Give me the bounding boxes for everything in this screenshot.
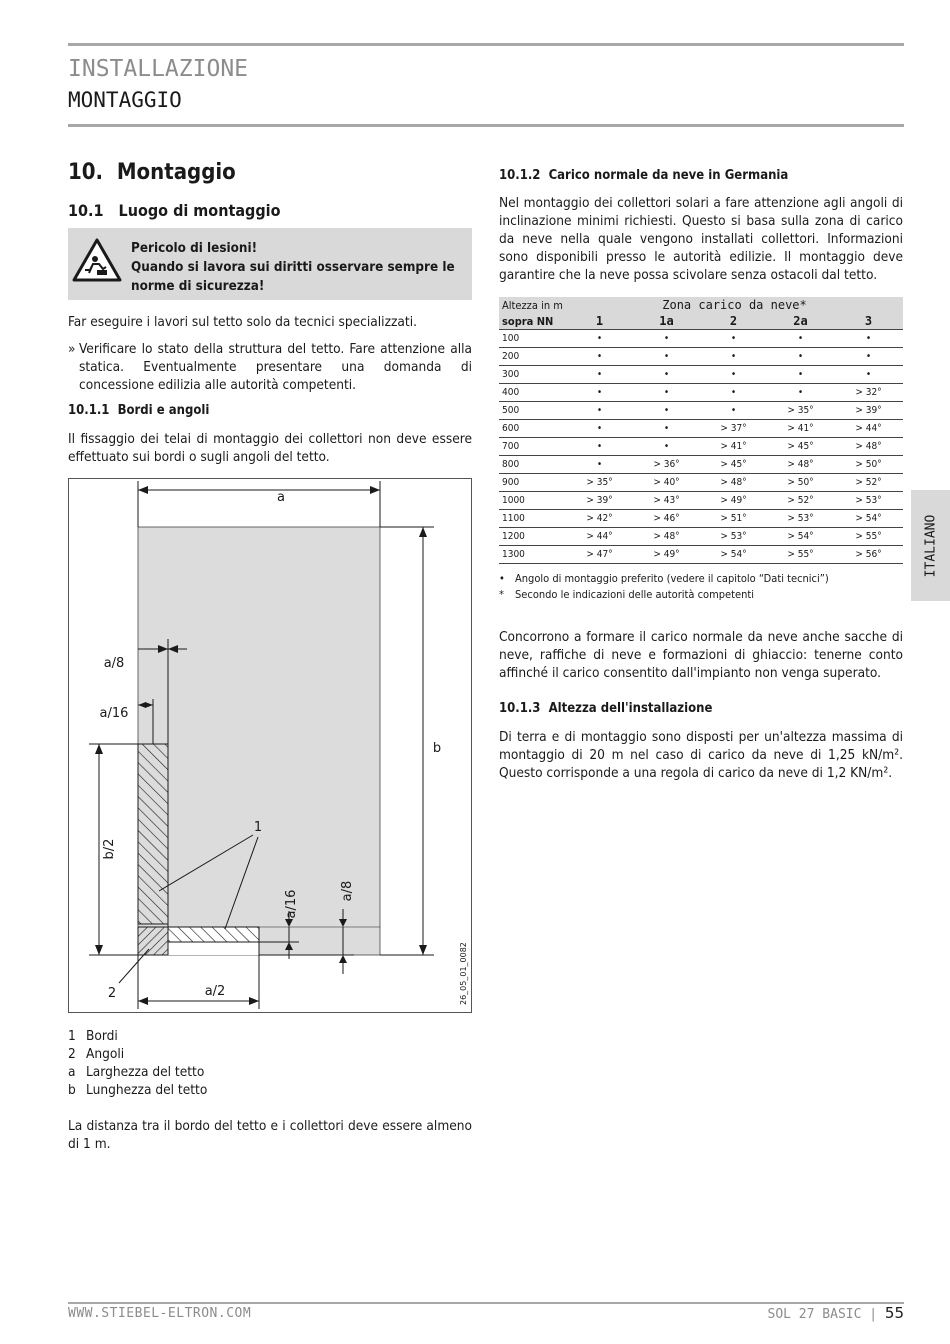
angle-cell: > 47° [566,546,633,564]
legend-item: 2 Angoli [68,1046,125,1062]
angle-cell: • [633,384,700,402]
table-row [499,474,903,492]
altitude-cell: 200 [499,348,566,366]
bullet-text: Verificare lo stato della struttura del tetto. Fare attenzione alla statica. Eventualmente presentare una domanda di concessione edilizia alle autorità competenti. [79,341,472,393]
dim-label-a8-vertical: a/8 [340,880,355,902]
angle-cell: • [834,366,903,384]
angle-cell: • [834,330,903,348]
table-notes [499,571,903,603]
angle-cell: > 35° [767,402,834,420]
angle-cell: > 37° [700,420,767,438]
altitude-cell: 400 [499,384,566,402]
table-row [499,402,903,420]
angle-cell: • [566,330,633,348]
angle-cell: • [767,384,834,402]
table-row [499,366,903,384]
altitude-cell: 1100 [499,510,566,528]
angle-cell: • [566,438,633,456]
angle-cell: > 53° [767,510,834,528]
angle-cell: • [834,348,903,366]
angle-cell: > 40° [633,474,700,492]
angle-cell: • [566,456,633,474]
dim-label-b2: b/2 [102,838,117,860]
dim-label-a2: a/2 [204,984,226,999]
warning-triangle-icon [71,237,123,283]
language-tab [911,490,950,601]
section-heading-10-1-1 [68,403,209,418]
zone-header: 2a [767,313,834,330]
zone-header: 3 [834,313,903,330]
altitude-cell: 1300 [499,546,566,564]
angle-cell: • [633,348,700,366]
column-header-altitude-2: sopra NN [499,313,566,330]
zone-header: 1a [633,313,700,330]
angle-cell: > 50° [767,474,834,492]
paragraph-1: Far eseguire i lavori sul tetto solo da tecnici specializzati. [68,314,417,330]
angle-cell: > 50° [834,456,903,474]
angle-cell: • [633,438,700,456]
bullet-item [68,340,472,394]
table-row [499,510,903,528]
angle-cell: > 54° [700,546,767,564]
angle-cell: • [566,348,633,366]
dim-label-a16: a/16 [99,706,129,721]
section-title: Bordi e angoli [117,403,210,418]
angle-cell: > 54° [834,510,903,528]
section-heading-10-1-2 [499,168,788,183]
angle-cell: • [700,402,767,420]
table-row [499,330,903,348]
angle-cell: • [566,384,633,402]
figure-legend [68,1027,207,1099]
table-row [499,456,903,474]
section-title: Altezza dell'installazione [548,701,713,716]
angle-cell: > 48° [700,474,767,492]
figure-code: 26_05_01_0082 [459,942,468,1005]
table-row [499,546,903,564]
angle-cell: > 52° [767,492,834,510]
angle-cell: • [767,348,834,366]
table-row [499,528,903,546]
warning-title: Pericolo di lesioni! [131,241,258,256]
angle-cell: > 55° [834,528,903,546]
section-title: Carico normale da neve in Germania [548,168,789,183]
header-section: INSTALLAZIONE [68,56,249,82]
legend-item: b Lunghezza del tetto [68,1082,208,1098]
angle-cell: • [566,402,633,420]
angle-cell: > 53° [834,492,903,510]
table-row [499,492,903,510]
angle-cell: • [700,384,767,402]
angle-cell: > 52° [834,474,903,492]
footer-right [768,1304,905,1322]
angle-cell: • [767,330,834,348]
footer-product: SOL 27 BASIC | [767,1307,878,1322]
paragraph-4: Nel montaggio dei collettori solari a fare attenzione agli angoli di inclinazione minimi richiesti. Questo si basa sulla zona di carico da neve nella quale vengono installati collettori. Informazioni sono disponibili presso le autorità edilizie. Il montaggio deve garantire che la neve possa scivolare senza ostacoli dal tetto. [499,195,903,283]
angle-cell: > 39° [566,492,633,510]
angle-cell: > 45° [767,438,834,456]
roof-diagram [69,479,471,1012]
altitude-cell: 300 [499,366,566,384]
altitude-cell: 700 [499,438,566,456]
angle-cell: • [633,330,700,348]
angle-cell: > 54° [767,528,834,546]
chapter-number: 10. [68,160,104,185]
angle-cell: > 48° [633,528,700,546]
angle-cell: > 46° [633,510,700,528]
angle-cell: • [633,402,700,420]
zone-header: 2 [700,313,767,330]
altitude-cell: 600 [499,420,566,438]
angle-cell: > 35° [566,474,633,492]
column-header-altitude: Altezza in m [499,297,566,313]
angle-cell: > 49° [700,492,767,510]
chapter-title: Montaggio [116,160,236,185]
paragraph-2: Il fissaggio dei telai di montaggio dei collettori non deve essere effettuato sui bordi o sugli angoli del tetto. [68,431,472,465]
warning-box [68,228,472,300]
roof-edges-figure [68,478,472,1013]
snow-load-table [499,297,903,564]
section-heading-10-1 [68,201,280,220]
legend-item: a Larghezza del tetto [68,1064,205,1080]
table-row [499,420,903,438]
header-top-rule [68,43,904,46]
table-note: * Secondo le indicazioni delle autorità competenti [499,588,754,601]
paragraph-5: Concorrono a formare il carico normale da neve anche sacche di neve, raffiche di neve e formazioni di ghiaccio: tenerne conto affinché il carico consentito dall'impianto non venga superato. [499,629,903,681]
table-row [499,438,903,456]
dim-label-a16-vertical: a/16 [284,889,299,919]
angle-cell: > 55° [767,546,834,564]
altitude-cell: 900 [499,474,566,492]
section-title: Luogo di montaggio [118,201,281,220]
paragraph-3: La distanza tra il bordo del tetto e i collettori deve essere almeno di 1 m. [68,1118,472,1152]
angle-cell: • [700,348,767,366]
angle-cell: > 41° [700,438,767,456]
angle-cell: • [633,420,700,438]
angle-cell: > 42° [566,510,633,528]
angle-cell: • [700,330,767,348]
chapter-heading [68,160,236,185]
section-number: 10.1.3 [499,701,541,716]
altitude-cell: 100 [499,330,566,348]
angle-cell: • [633,366,700,384]
altitude-cell: 1200 [499,528,566,546]
angle-cell: > 36° [633,456,700,474]
page-number: 55 [884,1304,904,1322]
legend-item: 1 Bordi [68,1028,118,1044]
dim-label-b: b [432,741,442,756]
angle-cell: • [566,420,633,438]
table-header-row [499,313,903,330]
angle-cell: > 44° [566,528,633,546]
section-number: 10.1 [68,201,104,220]
section-number: 10.1.2 [499,168,541,183]
column-header-zone: Zona carico da neve* [566,297,903,313]
header-subsection: MONTAGGIO [68,88,182,112]
angle-cell: > 49° [633,546,700,564]
angle-cell: • [700,366,767,384]
altitude-cell: 1000 [499,492,566,510]
angle-cell: > 44° [834,420,903,438]
zone-header: 1 [566,313,633,330]
angle-cell: > 51° [700,510,767,528]
angle-cell: > 32° [834,384,903,402]
language-tab-label: ITALIANO [923,514,938,577]
angle-cell: • [566,366,633,384]
table-row [499,348,903,366]
section-heading-10-1-3 [499,701,712,716]
callout-1: 1 [253,820,263,835]
table-row [499,384,903,402]
angle-cell: > 48° [834,438,903,456]
table-header-row [499,297,903,313]
dim-label-a8: a/8 [103,656,125,671]
paragraph-6: Di terra e di montaggio sono disposti per un'altezza massima di montaggio di 20 m nel caso di carico da neve di 1,25 kN/m². Questo corrisponde a una regola di carico da neve di 1,2 KN/m². [499,729,903,781]
angle-cell: > 53° [700,528,767,546]
header-bottom-rule [68,124,904,127]
bullet-mark: » [68,341,76,357]
angle-cell: > 48° [767,456,834,474]
angle-cell: > 45° [700,456,767,474]
table-note: • Angolo di montaggio preferito (vedere il capitolo “Dati tecnici”) [499,572,829,585]
angle-cell: > 39° [834,402,903,420]
callout-2: 2 [107,986,117,1001]
altitude-cell: 800 [499,456,566,474]
altitude-cell: 500 [499,402,566,420]
angle-cell: • [767,366,834,384]
warning-text: Quando si lavora sui diritti osservare sempre le norme di sicurezza! [131,260,455,294]
section-number: 10.1.1 [68,403,110,418]
footer-url: WWW.STIEBEL-ELTRON.COM [68,1306,252,1321]
dim-label-a: a [277,490,285,505]
angle-cell: > 43° [633,492,700,510]
angle-cell: > 41° [767,420,834,438]
angle-cell: > 56° [834,546,903,564]
